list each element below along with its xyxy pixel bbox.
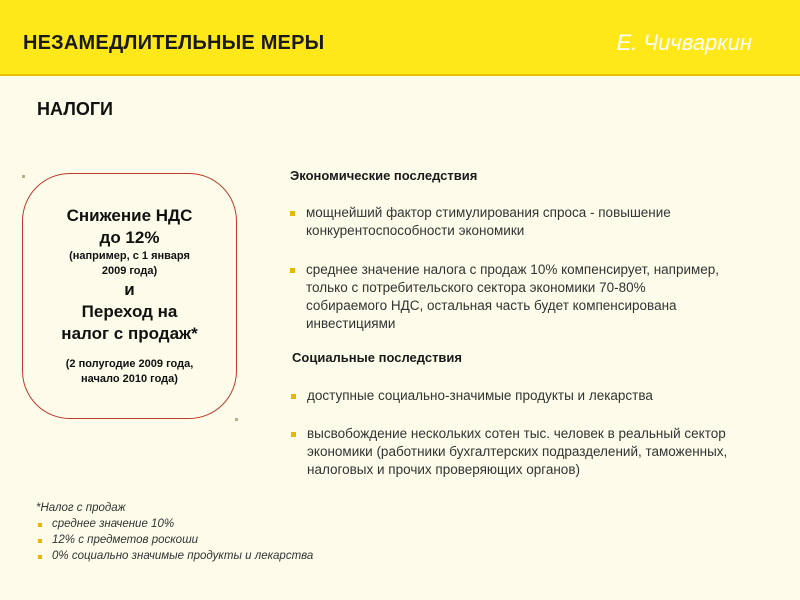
oval-line-1: Снижение НДС <box>66 206 193 225</box>
decorative-mark <box>235 418 238 421</box>
footnote-title: *Налог с продаж <box>36 502 126 514</box>
bullet-square-icon <box>291 432 296 437</box>
footnote-item: 12% с предметов роскоши <box>52 534 198 546</box>
ndc-oval-callout <box>22 173 237 419</box>
economic-heading: Экономические последствия <box>290 168 478 183</box>
bullet-square-icon <box>38 539 42 543</box>
footnote-item: 0% социально значимые продукты и лекарства <box>52 550 313 562</box>
bullet-square-icon <box>38 523 42 527</box>
oval-note-3: (2 полугодие 2009 года, <box>65 358 194 370</box>
bullet-square-icon <box>290 268 295 273</box>
social-bullet-1: доступные социально-значимые продукты и лекарства <box>307 387 653 405</box>
oval-line-3: Переход на <box>81 302 178 321</box>
social-heading: Социальные последствия <box>292 350 463 365</box>
bullet-square-icon <box>38 555 42 559</box>
oval-line-2: до 12% <box>99 228 160 247</box>
bullet-square-icon <box>290 211 295 216</box>
footnote-item: среднее значение 10% <box>52 518 174 530</box>
header-author: Е. Чичваркин <box>616 30 752 55</box>
oval-note-2: 2009 года) <box>101 265 158 277</box>
oval-note-1: (например, с 1 января <box>69 250 190 262</box>
slide-header <box>0 0 800 76</box>
oval-note-4: начало 2010 года) <box>81 373 178 385</box>
header-title: НЕЗАМЕДЛИТЕЛЬНЫЕ МЕРЫ <box>23 32 325 54</box>
bullet-square-icon <box>291 394 296 399</box>
social-bullet-2: высвобождение нескольких сотен тыс. человек в реальный сектор экономики (работники бухгалтерских подразделений, таможенных, налоговых и прочих проверяющих органов) <box>307 425 727 479</box>
economic-bullet-2: среднее значение налога с продаж 10% компенсирует, например, только с потребительского сектора экономики 70-80% собираемого НДС, остальная часть будет компенсирована инвестициями <box>306 261 719 333</box>
oval-line-4: налог с продаж* <box>61 324 198 343</box>
section-title: НАЛОГИ <box>37 99 113 119</box>
economic-bullet-1: мощнейший фактор стимулирования спроса - повышение конкурентоспособности экономики <box>306 204 671 240</box>
oval-and: и <box>124 280 135 299</box>
